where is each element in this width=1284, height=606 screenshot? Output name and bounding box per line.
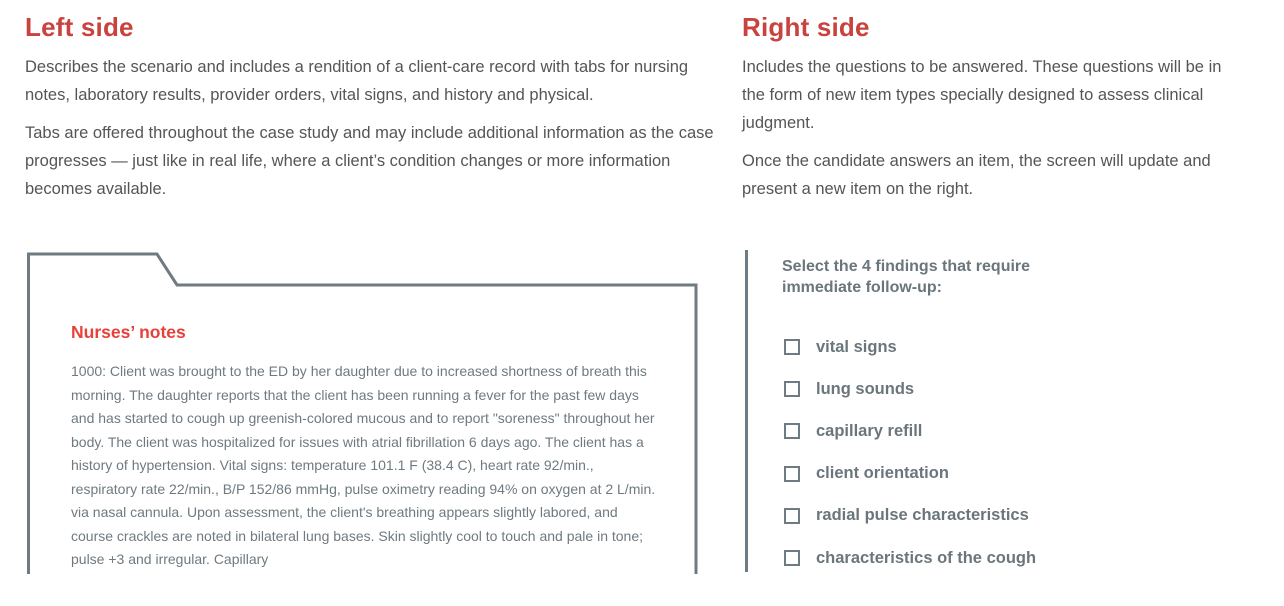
checkbox-icon[interactable] [784, 381, 800, 397]
option-label: vital signs [816, 337, 897, 356]
option-label: capillary refill [816, 421, 923, 440]
question-panel-divider [745, 250, 748, 572]
option-capillary-refill[interactable] [784, 410, 1036, 452]
question-prompt: Select the 4 findings that require immediate follow-up: [782, 258, 1031, 296]
right-side-heading: Right side [742, 12, 870, 42]
option-radial-pulse-characteristics[interactable] [784, 495, 1036, 537]
nurses-notes-text: 1000: Client was brought to the ED by her daughter due to increased shortness of breath this morning. The daughter reports that the client has been running a fever for the past few days and has started to cough up greenish-colored mucous and to report "soreness" throughout her body. The client was hospitalized for issues with atrial fibrillation 6 days ago. The client has a history of hypertension. Vital signs: temperature 101.1 F (38.4 C), heart rate 92/min., respiratory rate 22/min., B/P 152/86 mmHg, pulse oximetry reading 94% on oxygen at 2 L/min. via nasal cannula. Upon assessment, the client's breathing appears slightly labored, and course crackles are noted in bilateral lung bases. Skin slightly cool to touch and pale in tone; pulse +3 and irregular. Capillary [71, 363, 656, 567]
answer-options-list [784, 326, 1036, 579]
option-label: lung sounds [816, 379, 915, 398]
checkbox-icon[interactable] [784, 508, 800, 524]
left-side-tabs-description: Tabs are offered throughout the case study and may include additional information as the case progresses — just like in real life, where a client’s condition changes or more information becomes available. [25, 124, 714, 198]
option-label: client orientation [816, 464, 949, 483]
option-characteristics-of-the-cough[interactable] [784, 537, 1036, 579]
checkbox-icon[interactable] [784, 423, 800, 439]
left-side-heading: Left side [25, 12, 134, 42]
option-label: characteristics of the cough [816, 548, 1037, 567]
right-side-update-description: Once the candidate answers an item, the screen will update and present a new item on the right. [742, 152, 1211, 198]
option-lung-sounds[interactable] [784, 368, 1036, 410]
right-side-description: Includes the questions to be answered. These questions will be in the form of new item types specially designed to assess clinical judgment. [742, 58, 1222, 132]
option-vital-signs[interactable] [784, 326, 1036, 368]
checkbox-icon[interactable] [784, 466, 800, 482]
left-side-description: Describes the scenario and includes a rendition of a client-care record with tabs for nursing notes, laboratory results, provider orders, vital signs, and history and physical. [25, 58, 689, 104]
option-client-orientation[interactable] [784, 453, 1036, 495]
option-label: radial pulse characteristics [816, 506, 1029, 525]
nurses-notes-tab-title: Nurses’ notes [71, 322, 186, 342]
checkbox-icon[interactable] [784, 550, 800, 566]
checkbox-icon[interactable] [784, 339, 800, 355]
